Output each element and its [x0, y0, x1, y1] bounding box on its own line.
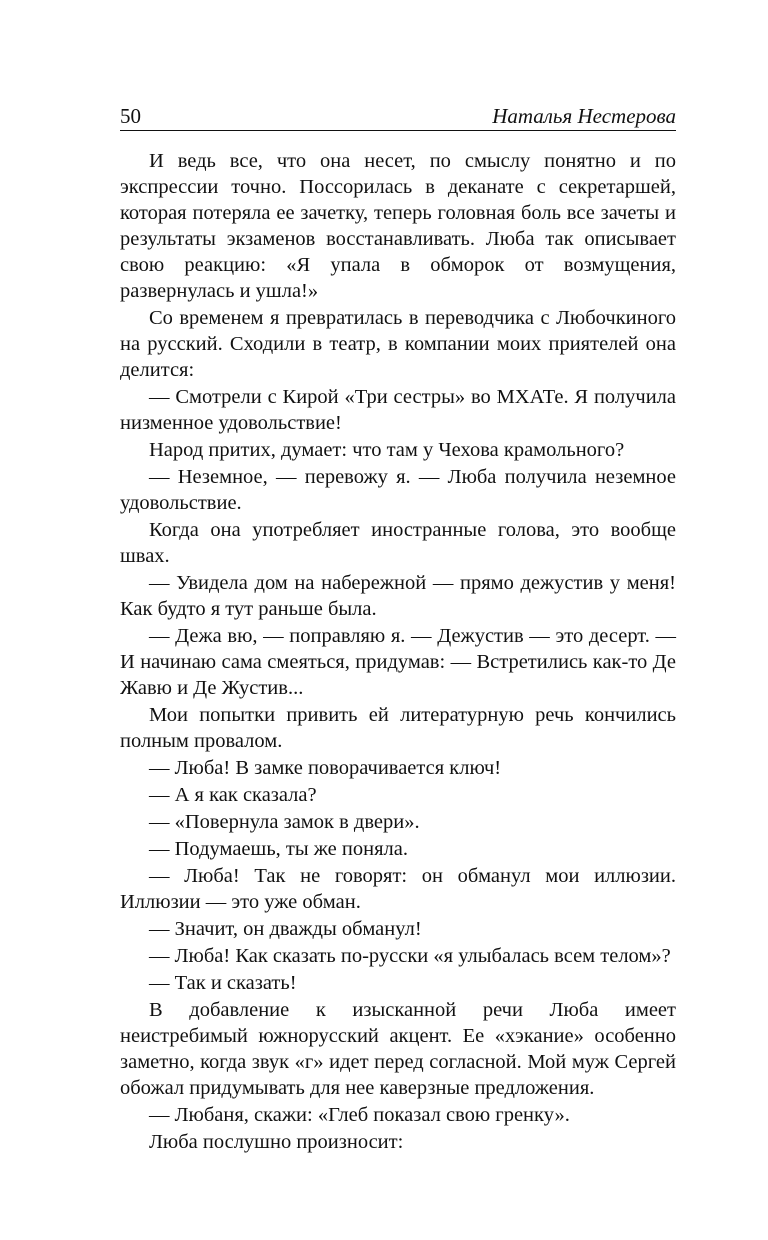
dialogue-line: — Смотрели с Кирой «Три сестры» во МХАТе. Я получила низменное удовольствие!	[120, 386, 676, 434]
paragraph: Мои попытки привить ей литературную речь кончились полным провалом.	[120, 704, 676, 752]
paragraph: Когда она употребляет иностранные голова, это вообще швах.	[120, 519, 676, 567]
running-header	[120, 100, 676, 132]
body-text	[120, 148, 676, 1156]
dialogue-line: — Подумаешь, ты же поняла.	[149, 838, 408, 860]
dialogue-line: — «Повернула замок в двери».	[149, 811, 420, 833]
paragraph: В добавление к изысканной речи Люба имеет неистребимый южнорусский акцент. Ее «хэкание» особенно заметно, когда звук «г» идет перед согласной. Мой муж Сергей обожал придумывать для нее каверзные предложения.	[120, 999, 676, 1099]
dialogue-line: — Увидела дом на набережной — прямо дежустив у меня! Как будто я тут раньше была.	[120, 572, 676, 620]
dialogue-line: — Значит, он дважды обманул!	[149, 918, 422, 940]
dialogue-line: — Любаня, скажи: «Глеб показал свою гренку».	[149, 1104, 570, 1126]
paragraph: Люба послушно произносит:	[149, 1131, 404, 1153]
running-head-author: Наталья Нестерова	[492, 104, 676, 128]
paragraph: И ведь все, что она несет, по смыслу понятно и по экспрессии точно. Поссорилась в деканате с секретаршей, которая потеряла ее зачетку, теперь головная боль все зачеты и результаты экзаменов восстанавливать. Люба так описывает свою реакцию: «Я упала в обморок от возмущения, развернулась и ушла!»	[120, 150, 676, 302]
dialogue-line: — Так и сказать!	[149, 972, 297, 994]
dialogue-line: — Дежа вю, — поправляю я. — Дежустив — это десерт. — И начинаю сама смеяться, придумав: — Встретились как-то Де Жавю и Де Жустив...	[120, 625, 676, 699]
dialogue-line: — Люба! Так не говорят: он обманул мои иллюзии. Иллюзии — это уже обман.	[120, 865, 676, 913]
header-rule	[120, 130, 676, 131]
dialogue-line: — Люба! Как сказать по-русски «я улыбалась всем телом»?	[149, 945, 671, 967]
page-number: 50	[120, 104, 141, 128]
paragraph: Со временем я превратилась в переводчика с Любочкиного на русский. Сходили в театр, в компании моих приятелей она делится:	[120, 307, 676, 381]
dialogue-line: — Неземное, — перевожу я. — Люба получила неземное удовольствие.	[120, 466, 676, 514]
dialogue-line: — Люба! В замке поворачивается ключ!	[149, 757, 502, 779]
paragraph: Народ притих, думает: что там у Чехова крамольного?	[149, 439, 625, 461]
dialogue-line: — А я как сказала?	[149, 784, 317, 806]
